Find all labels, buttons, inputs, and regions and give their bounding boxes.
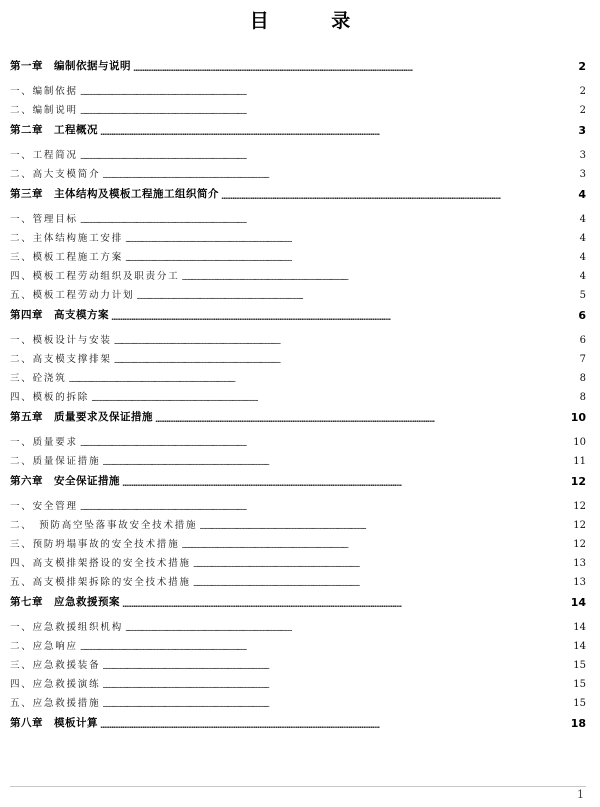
footer-divider	[10, 786, 586, 787]
toc-section-entry[interactable]	[10, 639, 586, 652]
toc-entry-page: 15	[573, 698, 586, 709]
toc-dot-leader	[80, 216, 578, 225]
toc-section-entry[interactable]	[10, 333, 586, 346]
table-of-contents	[10, 52, 586, 741]
toc-entry-label: 一、应急救援组织机构	[10, 622, 124, 633]
toc-dot-leader	[80, 643, 571, 652]
toc-entry-page: 10	[573, 437, 586, 448]
toc-entry-label: 四、高支模排架搭设的安全技术措施	[10, 558, 191, 569]
toc-entry-page: 3	[579, 150, 586, 161]
toc-entry-label: 三、预防坍塌事故的安全技术措施	[10, 539, 180, 550]
toc-entry-label: 第六章 安全保证措施	[10, 475, 120, 487]
toc-section-entry[interactable]	[10, 499, 586, 512]
toc-entry-label: 第四章 高支模方案	[10, 309, 109, 321]
toc-dot-leader	[122, 600, 569, 609]
toc-entry-label: 四、模板的拆除	[10, 392, 90, 403]
toc-section-entry[interactable]	[10, 231, 586, 244]
toc-dot-leader	[80, 439, 571, 448]
toc-entry-label: 第七章 应急救援预案	[10, 596, 120, 608]
toc-entry-label: 一、质量要求	[10, 437, 78, 448]
toc-dot-leader	[125, 254, 578, 263]
toc-dot-leader	[122, 479, 569, 488]
toc-entry-page: 7	[579, 354, 586, 365]
toc-dot-leader	[125, 235, 578, 244]
toc-dot-leader	[91, 394, 578, 403]
toc-entry-page: 4	[579, 233, 586, 244]
toc-dot-leader	[102, 700, 571, 709]
toc-dot-leader	[125, 624, 571, 633]
toc-entry-page: 3	[579, 169, 586, 180]
toc-chapter-entry[interactable]	[10, 59, 586, 73]
toc-entry-label: 第二章 工程概况	[10, 124, 98, 136]
toc-entry-label: 二、 预防高空坠落事故安全技术措施	[10, 520, 198, 531]
toc-section-entry[interactable]	[10, 288, 586, 301]
toc-section-entry[interactable]	[10, 677, 586, 690]
toc-section-entry[interactable]	[10, 518, 586, 531]
toc-section-entry[interactable]	[10, 167, 586, 180]
toc-entry-label: 四、模板工程劳动组织及职责分工	[10, 271, 180, 282]
toc-dot-leader	[182, 541, 572, 550]
toc-entry-label: 三、应急救援装备	[10, 660, 101, 671]
toc-dot-leader	[80, 152, 578, 161]
toc-section-entry[interactable]	[10, 212, 586, 225]
toc-entry-page: 15	[573, 679, 586, 690]
toc-section-entry[interactable]	[10, 435, 586, 448]
toc-entry-page: 12	[573, 539, 586, 550]
toc-section-entry[interactable]	[10, 148, 586, 161]
toc-dot-leader	[133, 64, 576, 73]
toc-section-entry[interactable]	[10, 269, 586, 282]
toc-entry-label: 第八章 模板计算	[10, 717, 98, 729]
toc-dot-leader	[155, 415, 569, 424]
toc-dot-leader	[80, 107, 578, 116]
toc-dot-leader	[193, 579, 571, 588]
toc-entry-page: 14	[570, 596, 586, 609]
toc-entry-page: 13	[573, 577, 586, 588]
toc-entry-page: 5	[579, 290, 586, 301]
toc-entry-label: 第一章 编制依据与说明	[10, 60, 131, 72]
toc-entry-label: 一、编制依据	[10, 86, 78, 97]
toc-section-entry[interactable]	[10, 575, 586, 588]
toc-entry-page: 8	[579, 373, 586, 384]
toc-section-entry[interactable]	[10, 620, 586, 633]
toc-chapter-entry[interactable]	[10, 716, 586, 730]
toc-dot-leader	[100, 128, 576, 137]
toc-section-entry[interactable]	[10, 250, 586, 263]
toc-chapter-entry[interactable]	[10, 187, 586, 201]
toc-section-entry[interactable]	[10, 84, 586, 97]
toc-dot-leader	[102, 662, 571, 671]
toc-entry-page: 2	[579, 86, 586, 97]
toc-entry-label: 二、高支模支撑排架	[10, 354, 112, 365]
toc-dot-leader	[80, 88, 578, 97]
toc-entry-page: 15	[573, 660, 586, 671]
toc-entry-label: 五、高支模排架拆除的安全技术措施	[10, 577, 191, 588]
toc-entry-page: 2	[578, 60, 586, 73]
toc-entry-page: 14	[573, 641, 586, 652]
toc-entry-label: 第五章 质量要求及保证措施	[10, 411, 153, 423]
toc-dot-leader	[199, 522, 571, 531]
toc-entry-label: 二、高大支模简介	[10, 169, 101, 180]
toc-entry-label: 三、砼浇筑	[10, 373, 67, 384]
toc-entry-label: 二、编制说明	[10, 105, 78, 116]
toc-section-entry[interactable]	[10, 390, 586, 403]
toc-chapter-entry[interactable]	[10, 123, 586, 137]
toc-dot-leader	[69, 375, 578, 384]
toc-entry-page: 4	[579, 271, 586, 282]
toc-dot-leader	[193, 560, 571, 569]
toc-entry-page: 2	[579, 105, 586, 116]
toc-section-entry[interactable]	[10, 658, 586, 671]
toc-entry-label: 一、管理目标	[10, 214, 78, 225]
toc-dot-leader	[111, 313, 576, 322]
toc-entry-page: 18	[570, 717, 586, 730]
toc-entry-label: 三、模板工程施工方案	[10, 252, 124, 263]
toc-entry-page: 12	[573, 520, 586, 531]
toc-section-entry[interactable]	[10, 454, 586, 467]
toc-entry-page: 6	[579, 335, 586, 346]
toc-entry-page: 8	[579, 392, 586, 403]
toc-entry-page: 11	[573, 456, 586, 467]
toc-section-entry[interactable]	[10, 556, 586, 569]
toc-section-entry[interactable]	[10, 696, 586, 709]
toc-dot-leader	[80, 503, 571, 512]
toc-dot-leader	[102, 171, 577, 180]
toc-section-entry[interactable]	[10, 537, 586, 550]
toc-chapter-entry[interactable]	[10, 308, 586, 322]
toc-dot-leader	[221, 192, 576, 201]
toc-entry-label: 五、应急救援措施	[10, 698, 101, 709]
toc-entry-label: 第三章 主体结构及模板工程施工组织简介	[10, 188, 219, 200]
toc-section-entry[interactable]	[10, 371, 586, 384]
toc-entry-page: 10	[570, 411, 586, 424]
toc-dot-leader	[136, 292, 577, 301]
toc-entry-label: 二、质量保证措施	[10, 456, 101, 467]
toc-entry-page: 14	[573, 622, 586, 633]
page-number: 1	[577, 788, 584, 801]
toc-entry-page: 3	[578, 124, 586, 137]
toc-entry-page: 6	[578, 309, 586, 322]
toc-chapter-entry[interactable]	[10, 595, 586, 609]
toc-entry-label: 一、工程简况	[10, 150, 78, 161]
toc-chapter-entry[interactable]	[10, 474, 586, 488]
toc-entry-page: 12	[570, 475, 586, 488]
toc-dot-leader	[102, 681, 571, 690]
page-title: 目 录	[249, 10, 379, 32]
toc-dot-leader	[102, 458, 571, 467]
toc-section-entry[interactable]	[10, 103, 586, 116]
toc-section-entry[interactable]	[10, 352, 586, 365]
toc-entry-label: 二、主体结构施工安排	[10, 233, 124, 244]
toc-entry-label: 四、应急救援演练	[10, 679, 101, 690]
toc-entry-page: 13	[573, 558, 586, 569]
toc-dot-leader	[182, 273, 578, 282]
toc-entry-page: 4	[579, 214, 586, 225]
toc-chapter-entry[interactable]	[10, 410, 586, 424]
toc-entry-label: 二、应急响应	[10, 641, 78, 652]
toc-entry-label: 一、安全管理	[10, 501, 78, 512]
toc-dot-leader	[114, 337, 578, 346]
toc-entry-page: 12	[573, 501, 586, 512]
toc-dot-leader	[100, 721, 569, 730]
toc-entry-page: 4	[578, 188, 586, 201]
toc-entry-label: 五、模板工程劳动力计划	[10, 290, 135, 301]
toc-entry-page: 4	[579, 252, 586, 263]
toc-dot-leader	[114, 356, 578, 365]
toc-entry-label: 一、模板设计与安装	[10, 335, 112, 346]
